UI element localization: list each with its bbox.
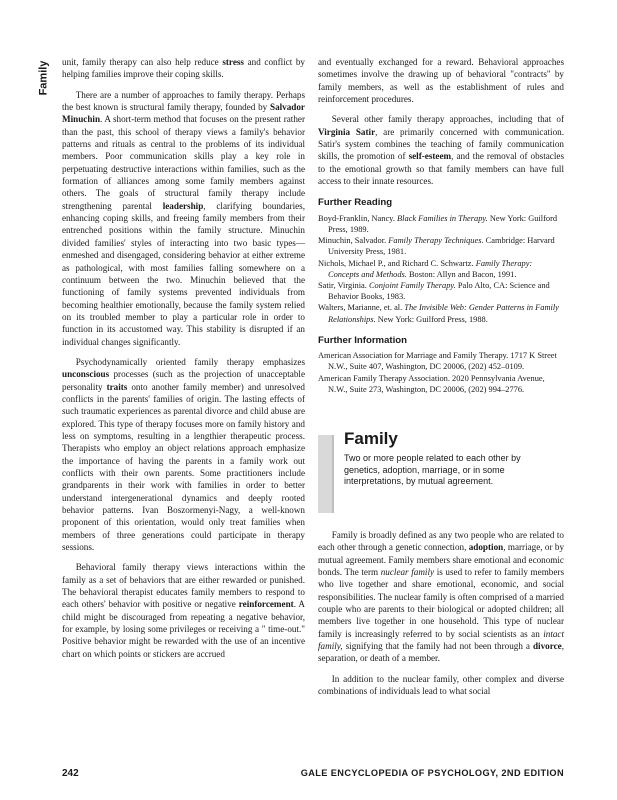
- term-link-unconscious[interactable]: unconscious: [62, 369, 110, 380]
- reading-item: Nichols, Michael P., and Richard C. Schwartz. Family Therapy: Concepts and Methods. Boston: Allyn and Bacon, 1991.: [318, 258, 533, 279]
- side-tab: [38, 60, 54, 100]
- further-reading-heading: Further Reading: [318, 197, 393, 209]
- left-paragraph-3: Psychodynamically oriented family therapy emphasizes unconscious processes (such as the projection of unacceptable personality traits onto another family member) and unresolved conflicts in the parents' families of origin. The lasting effects of such traumatic experiences as parental divorce and child abuse are explored. This type of therapy focuses more on family history and less on symptoms, resulting in a lengthier therapeutic process. Therapists who employ an object relations approach emphasize the importance of having the parents in a family work out conflicts with their own parents. Some practitioners include grandparents in their work with families in order to better understand intergenerational dynamics and deeply rooted behavior patterns. Ivan Boszormenyi-Nagy, a well-known proponent of this orientation, would only treat families when members of three generations could participate in therapy sessions.: [62, 356, 305, 553]
- further-info-heading: Further Information: [318, 334, 408, 346]
- right-column: [318, 56, 564, 697]
- left-column: [62, 56, 305, 660]
- term-link-salvador-minuchin[interactable]: Salvador Minuchin: [62, 102, 305, 125]
- left-paragraph-2: There are a number of approaches to family therapy. Perhaps the best known is structural family therapy, founded by Salvador Minuchin. A short-term method that focuses on the present rather than the past, this school of therapy views a family's behavior patterns and rituals as central to the problems of its individual members. Poor communication skills play a key role in perpetuating destructive interactions within families, such as the formation of alliances among some family members against others. The goals of structural family therapy include strengthening parental leadership, clarifying boundaries, enhancing coping skills, and freeing family members from their entrenched positions within the family structure. Minuchin divided families' styles of interacting into two basic types—enmeshed and disengaged, considering behavior at either extreme as pathological, with most families falling somewhere on a continuum between the two. Minuchin believed that the functioning of family systems prevented individuals from becoming healthier emotionally, because the family system relied on its troubled member to play a particular role in order to function in its accustomed way. This stability is disrupted if an individual changes significantly.: [62, 89, 306, 347]
- further-reading-list: [318, 213, 564, 325]
- entry-marker-bar: [318, 435, 334, 513]
- left-paragraph-4: Behavioral family therapy views interactions within the family as a set of behaviors that are either rewarded or punished. The behavioral therapist educates family members to respond to each others' behavior with positive or negative reinforcement. A child might be discouraged from repeating a negative behavior, for example, by losing some privileges or receiving a " time-out." Positive behavior might be rewarded with the use of an incentive chart on which points or stickers are accrued: [62, 562, 305, 659]
- reading-item: Minuchin, Salvador. Family Therapy Techniques. Cambridge: Harvard University Press, 1981.: [318, 236, 555, 257]
- page-number: 242: [62, 768, 79, 779]
- reading-item: Walters, Marianne, et. al. The Invisible Web: Gender Patterns in Family Relationships. New York: Guilford Press, 1988.: [318, 303, 559, 324]
- term-link-leadership[interactable]: leadership: [162, 200, 204, 211]
- reading-item: Satir, Virginia. Conjoint Family Therapy. Palo Alto, CA: Science and Behavior Books, 1983.: [318, 281, 550, 302]
- further-info-list: [318, 350, 564, 395]
- term-link-divorce[interactable]: divorce: [532, 641, 562, 652]
- right-paragraph-1: and eventually exchanged for a reward. Behavioral approaches sometimes involve the drawing up of behavioral "contracts" by family members, as well as the establishment of rules and reinforcement procedures.: [318, 57, 564, 105]
- right-paragraph-2: Several other family therapy approaches, including that of Virginia Satir, are primarily concerned with communication. Satir's system combines the teaching of family communication skills, the promotion of self-esteem, and the removal of obstacles to the emotional growth so that family members can have full access to their innate resources.: [318, 114, 564, 187]
- reading-item: Boyd-Franklin, Nancy. Black Families in Therapy. New York: Guilford Press, 1989.: [318, 213, 558, 234]
- running-footer-title: GALE ENCYCLOPEDIA OF PSYCHOLOGY, 2ND EDITION: [300, 768, 564, 778]
- term-link-virginia-satir[interactable]: Virginia Satir: [318, 126, 376, 137]
- term-link-adoption[interactable]: adoption: [468, 542, 504, 553]
- term-link-self-esteem[interactable]: self-esteem: [408, 151, 452, 162]
- term-link-stress[interactable]: stress: [222, 57, 244, 67]
- entry-header: [318, 428, 564, 513]
- term-link-traits[interactable]: traits: [106, 381, 128, 392]
- entry-definition: Two or more people related to each other by genetics, adoption, marriage, or in some interpretations, by mutual agreement.: [344, 453, 521, 487]
- term-link-reinforcement[interactable]: reinforcement: [238, 599, 294, 610]
- left-paragraph-1: unit, family therapy can also help reduce stress and conflict by helping families improve their coping skills.: [62, 57, 305, 80]
- side-tab-label: Family: [37, 60, 50, 96]
- info-item: American Family Therapy Association. 2020 Pennsylvania Avenue, N.W., Suite 273, Washington, DC 20006, (202) 994–2776.: [318, 373, 545, 394]
- right-paragraph-3: Family is broadly defined as any two people who are related to each other through a genetic connection, adoption, marriage, or by mutual agreement. Family members share emotional and economic bonds. The term nuclear family is used to refer to family members who live together and share emotional, economic, and social responsibilities. The nuclear family is often comprised of a married couple who are parents to their biological or adopted children; all members live together in one household. This type of nuclear family is increasingly referred to by social scientists as an intact family, signifying that the family had not been through a divorce, separation, or death of a member.: [318, 529, 565, 664]
- right-paragraph-4: In addition to the nuclear family, other complex and diverse combinations of individuals lead to what social: [318, 673, 564, 697]
- info-item: American Association for Marriage and Family Therapy. 1717 K Street N.W., Suite 407, Washington, DC 20006, (202) 452–0109.: [318, 351, 557, 372]
- entry-title: Family: [344, 428, 398, 448]
